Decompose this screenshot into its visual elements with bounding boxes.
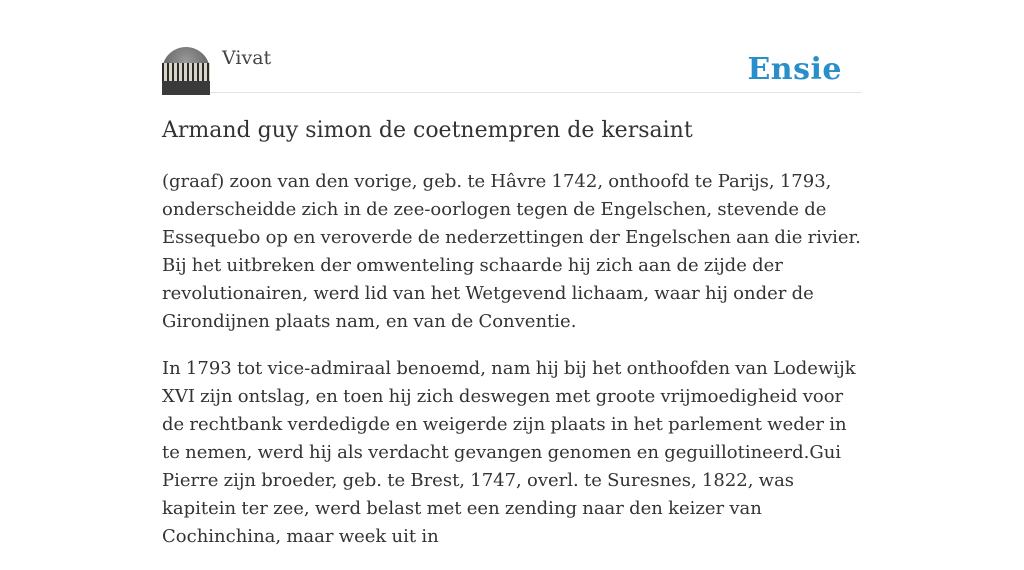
brand-logo[interactable]: Ensie — [747, 52, 842, 87]
article-paragraph: In 1793 tot vice-admiraal benoemd, nam hij bij het onthoofden van Lodewijk XVI zijn ontslag, en toen hij zich deswegen met groote vrijmoedigheid voor de rechtbank verdedigde en weigerde zijn plaats in het parlement weder in te nemen, werd hij als verdacht gevangen genomen en geguillotineerd.Gui Pierre zijn broeder, geb. te Brest, 1747, overl. te Suresnes, 1822, was kapitein ter zee, werd belast met een zending naar den keizer van Cochinchina, maar week uit in — [162, 358, 856, 547]
page — [162, 0, 862, 547]
author-avatar[interactable] — [162, 47, 210, 95]
article-body — [162, 168, 862, 570]
article-title: Armand guy simon de coetnempren de kersaint — [162, 118, 693, 143]
bookshelf-icon — [162, 63, 210, 81]
author-name[interactable]: Vivat — [222, 47, 272, 69]
shelf-shadow — [162, 81, 210, 95]
article-paragraph: (graaf) zoon van den vorige, geb. te Hâvre 1742, onthoofd te Parijs, 1793, onderscheidde zich in de zee-oorlogen tegen de Engelschen, stevende de Essequebo op en veroverde de nederzettingen der Engelschen aan die rivier. Bij het uitbreken der omwenteling schaarde hij zich aan de zijde der revolutionairen, werd lid van het Wetgevend lichaam, waar hij onder de Girondijnen plaats nam, en van de Conventie. — [162, 171, 861, 332]
header — [162, 46, 862, 93]
